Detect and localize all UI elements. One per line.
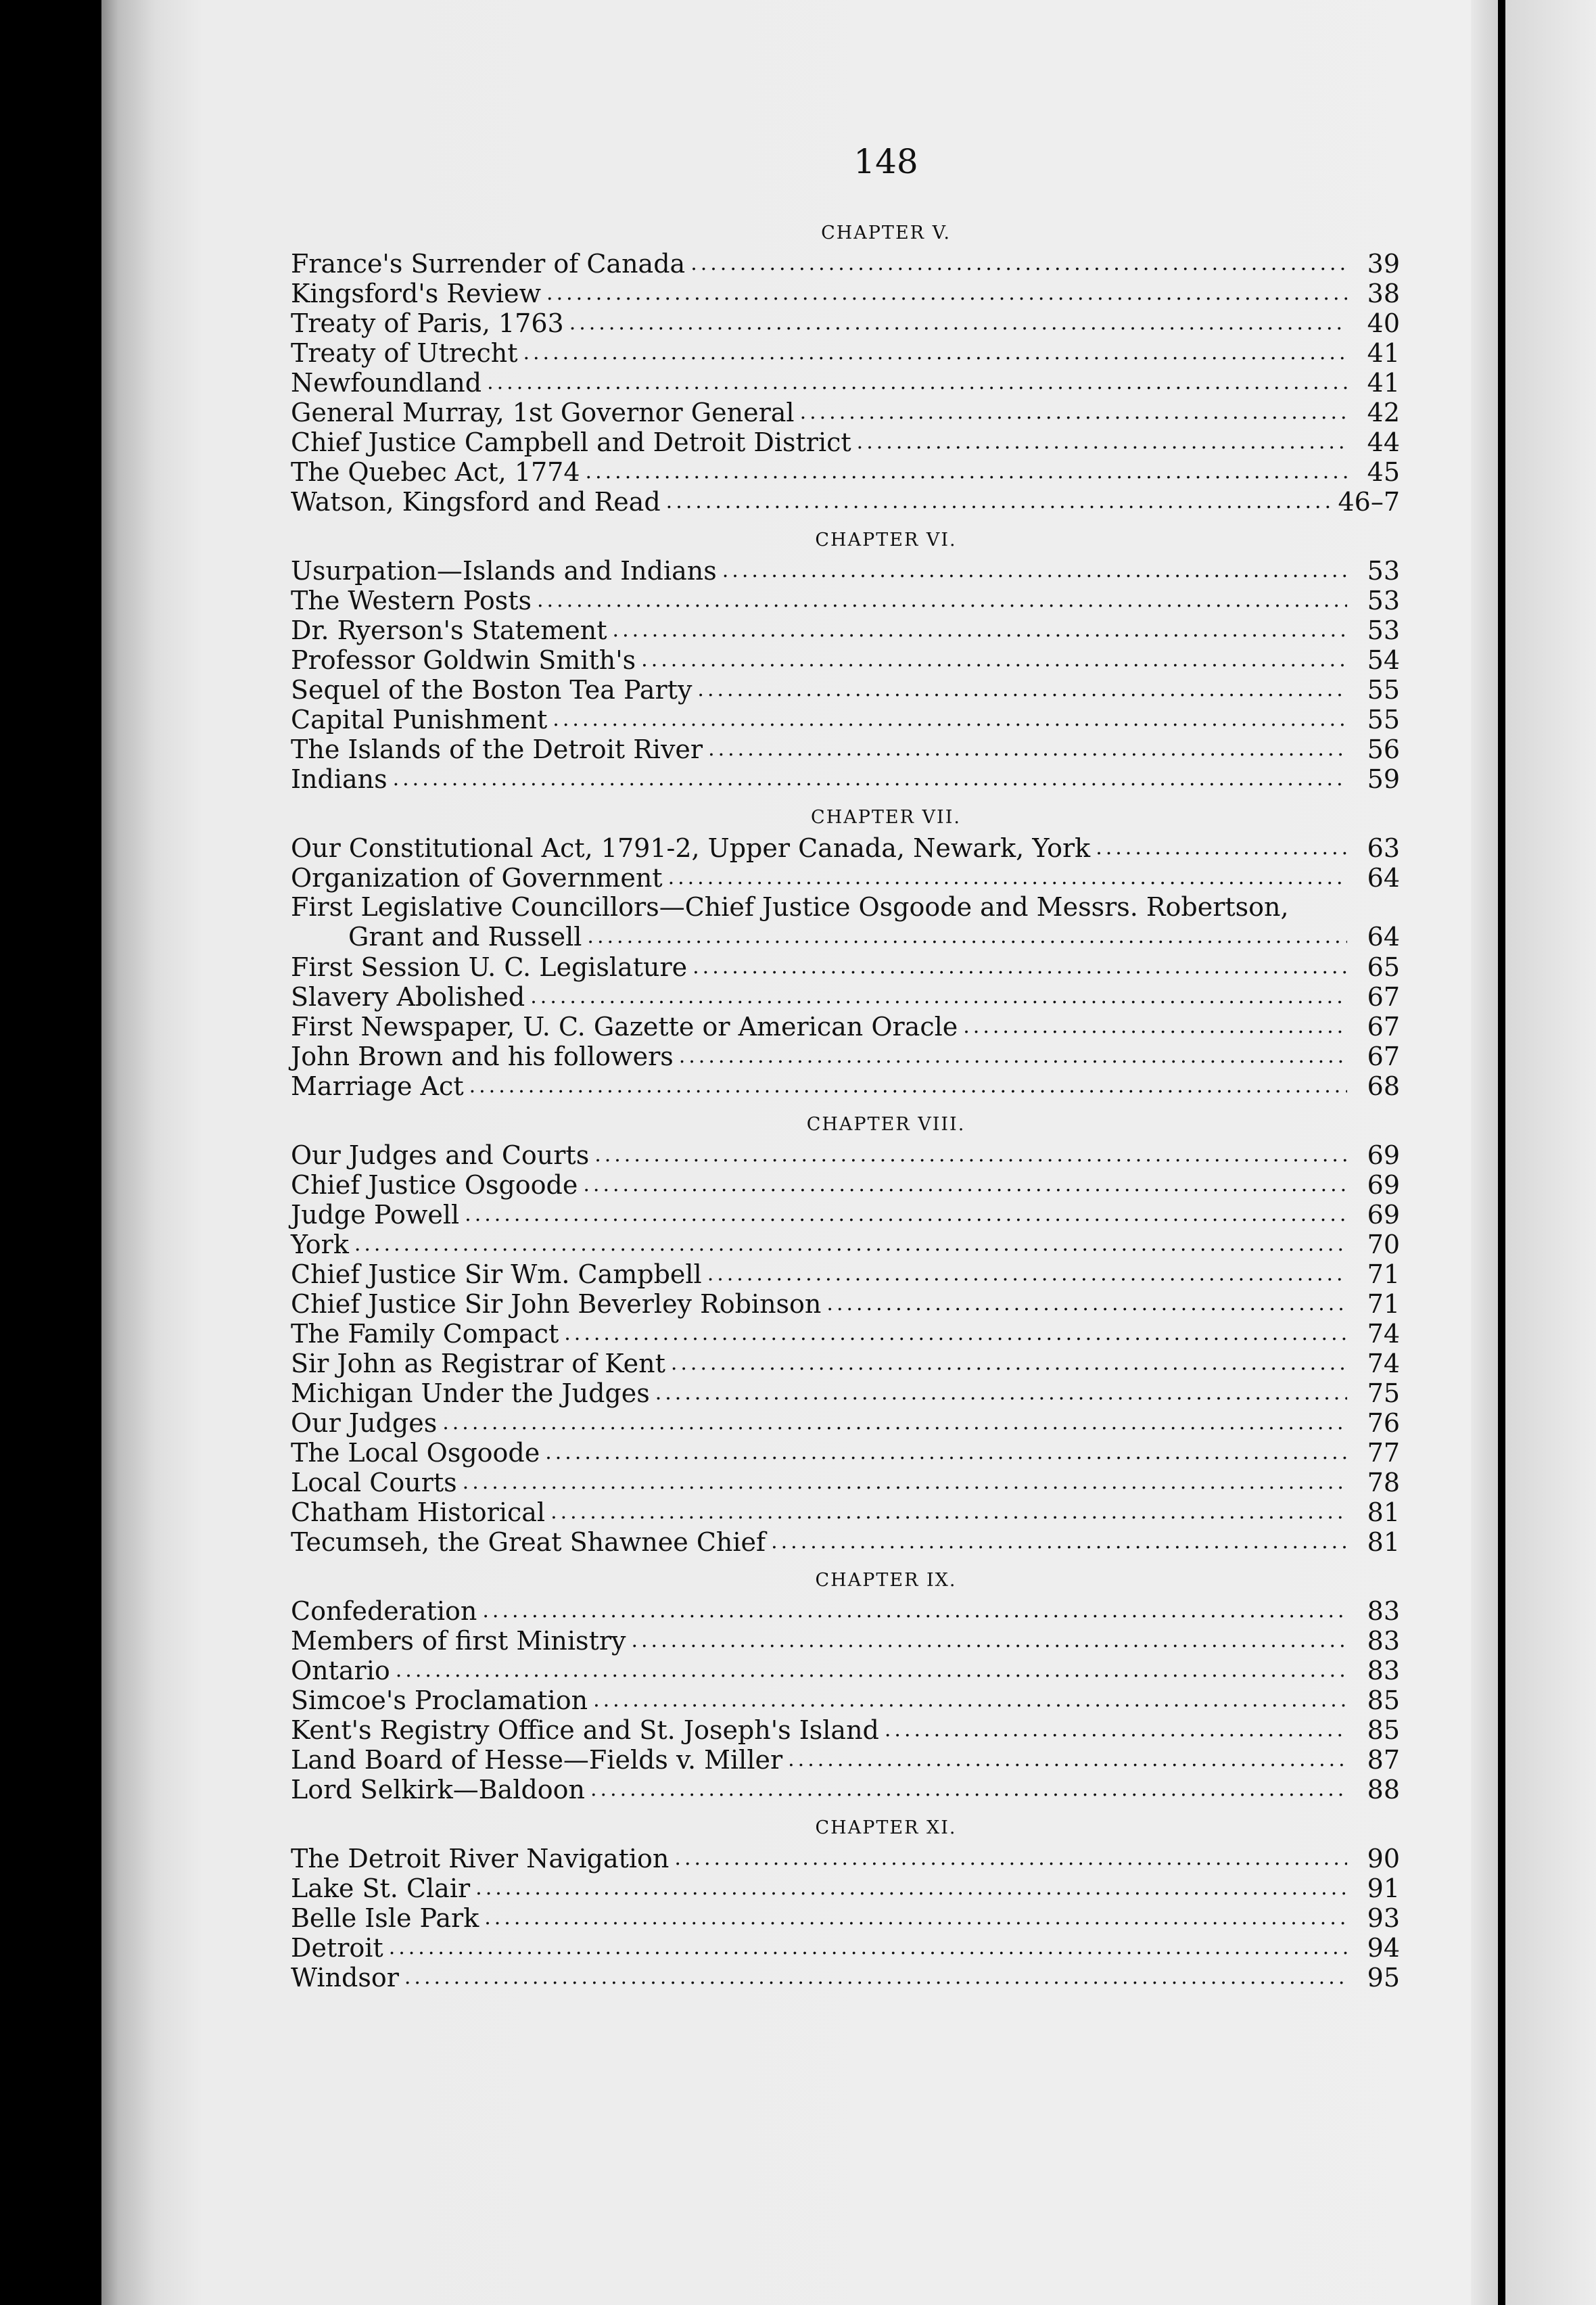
entry-title: Professor Goldwin Smith's [291,645,636,675]
leader-dots [885,1716,1347,1744]
toc-entry [291,427,1400,457]
entry-title: Lord Selkirk—Baldoon [291,1775,586,1805]
entry-title: Sequel of the Boston Tea Party [291,675,693,705]
entry-title: Michigan Under the Judges [291,1378,650,1408]
leader-dots [707,1260,1347,1288]
leader-dots [550,1498,1347,1527]
entry-page-number: 67 [1367,1042,1400,1071]
entry-title: Slavery Abolished [291,982,525,1012]
entry-page-number: 85 [1367,1715,1400,1745]
entry-page-number: 93 [1367,1903,1400,1933]
entry-page-number: 68 [1367,1071,1400,1101]
leader-dots [404,1963,1347,1992]
chapter-section [291,803,1400,1100]
toc-entry [291,1407,1400,1437]
toc-entry [291,1744,1400,1774]
entry-page-number: 69 [1367,1170,1400,1200]
chapter-title: CHAPTER IX. [815,1570,957,1591]
toc-entry [291,674,1400,704]
entry-title: Tecumseh, the Great Shawnee Chief [291,1527,766,1557]
toc-entry [291,1685,1400,1715]
leader-dots [469,1072,1347,1100]
entry-title: Indians [291,764,388,794]
chapter-title: CHAPTER VI. [815,530,957,551]
entry-page-number: 41 [1367,368,1400,398]
next-page-edge [1505,0,1596,2305]
entry-title: Chief Justice Sir Wm. Campbell [291,1259,702,1289]
entry-page-number: 64 [1367,922,1400,952]
entry-title: John Brown and his followers [291,1042,674,1071]
chapter-list [291,218,1400,1992]
toc-entry [291,1774,1400,1804]
entry-page-number: 87 [1367,1745,1400,1775]
toc-entry [291,1932,1400,1962]
entry-title: Chief Justice Osgoode [291,1170,578,1200]
entry-page-number: 65 [1367,952,1400,982]
chapter-title: CHAPTER VIII. [806,1114,966,1135]
entry-title: Judge Powell [291,1200,460,1230]
toc-entry [291,892,1400,952]
entry-title: Chief Justice Sir John Beverley Robinson [291,1289,822,1319]
leader-dots [679,1042,1347,1071]
toc-entry [291,555,1400,585]
toc-entry [291,585,1400,615]
entry-page-number: 81 [1367,1497,1400,1527]
entry-page-number: 63 [1367,833,1400,863]
chapter-section [291,1566,1400,1804]
leader-dots [354,1230,1347,1259]
entry-title: Our Judges and Courts [291,1140,590,1170]
toc-entry [291,1199,1400,1229]
leader-dots [465,1201,1347,1229]
entry-title: Our Judges [291,1408,438,1438]
entry-title: France's Surrender of Canada [291,249,686,279]
toc-entry [291,1140,1400,1169]
entry-page-number: 83 [1367,1626,1400,1656]
toc-entry [291,734,1400,764]
toc-entry [291,486,1400,516]
leader-dots [800,398,1347,427]
entry-title: Simcoe's Proclamation [291,1685,588,1715]
entry-title: The Quebec Act, 1774 [291,457,580,487]
leader-dots [396,1656,1347,1685]
toc-entry [291,1655,1400,1685]
leader-dots [697,676,1347,704]
entry-page-number: 67 [1367,1012,1400,1042]
entry-page-number: 81 [1367,1527,1400,1557]
entry-page-number: 53 [1367,556,1400,586]
entry-page-number: 64 [1367,863,1400,893]
toc-entry [291,1467,1400,1497]
toc-entry [291,1318,1400,1348]
entry-page-number: 77 [1367,1438,1400,1468]
toc-entry [291,615,1400,645]
leader-dots [1096,834,1347,862]
entry-title: York [291,1230,349,1259]
entry-title-continuation: Grant and Russell [348,922,582,952]
entry-page-number: 85 [1367,1685,1400,1715]
entry-title: First Newspaper, U. C. Gazette or American Oracle [291,1012,958,1042]
toc-entry [291,1903,1400,1932]
toc-entry [291,248,1400,278]
toc-entry [291,1259,1400,1288]
leader-dots [484,1904,1347,1932]
chapter-section [291,526,1400,793]
entry-page-number: 67 [1367,982,1400,1012]
toc-entry [291,1348,1400,1378]
toc-entry [291,278,1400,308]
chapter-title: CHAPTER VII. [811,807,961,828]
entry-page-number: 55 [1367,675,1400,705]
leader-dots [393,765,1347,793]
entry-page-number: 78 [1367,1468,1400,1497]
entry-page-number: 42 [1367,398,1400,427]
toc-entry [291,833,1400,862]
leader-dots [587,922,1347,952]
toc-entry [291,1288,1400,1318]
toc-entry [291,704,1400,734]
entry-page-number: 53 [1367,586,1400,615]
toc-entry [291,1041,1400,1071]
leader-dots [487,369,1347,397]
entry-title: General Murray, 1st Governor General [291,398,795,427]
entry-title: Chief Justice Campbell and Detroit District [291,427,851,457]
leader-dots [631,1627,1347,1655]
entry-page-number: 44 [1367,427,1400,457]
toc-entry [291,1962,1400,1992]
toc-entry [291,457,1400,486]
entry-page-number: 40 [1367,308,1400,338]
entry-page-number: 69 [1367,1200,1400,1230]
entry-page-number: 76 [1367,1408,1400,1438]
leader-dots [641,646,1347,674]
entry-title: Dr. Ryerson's Statement [291,615,607,645]
leader-dots [788,1746,1347,1774]
leader-dots [569,309,1347,337]
entry-title: First Session U. C. Legislature [291,952,688,982]
table-of-contents [291,142,1400,2001]
toc-entry [291,764,1400,793]
leader-dots [537,586,1347,615]
toc-entry [291,1378,1400,1407]
leader-dots [771,1528,1347,1556]
leader-dots [722,557,1347,585]
leader-dots [674,1844,1347,1873]
entry-title: The Family Compact [291,1319,559,1349]
entry-title: Kent's Registry Office and St. Joseph's Island [291,1715,879,1745]
chapter-section [291,1813,1400,1992]
entry-page-number: 56 [1367,735,1400,764]
leader-dots [523,339,1347,367]
entry-page-number: 74 [1367,1319,1400,1349]
entry-page-number: 95 [1367,1963,1400,1993]
entry-title: The Local Osgoode [291,1438,540,1468]
entry-title: Land Board of Hesse—Fields v. Miller [291,1745,783,1775]
toc-entry [291,1873,1400,1903]
toc-entry [291,1527,1400,1556]
entry-page-number: 83 [1367,1656,1400,1685]
entry-page-number: 38 [1367,279,1400,308]
entry-title: Chatham Historical [291,1497,546,1527]
leader-dots [668,864,1347,892]
leader-dots [482,1597,1347,1625]
entry-title: Detroit [291,1933,383,1963]
entry-page-number: 41 [1367,338,1400,368]
leader-dots [826,1290,1347,1318]
entry-title: Sir John as Registrar of Kent [291,1349,665,1378]
toc-entry [291,1715,1400,1744]
entry-title: Organization of Government [291,863,663,893]
entry-title: Belle Isle Park [291,1903,479,1933]
chapter-section [291,218,1400,516]
leader-dots [553,705,1347,734]
leader-dots [564,1320,1347,1348]
entry-page-number: 91 [1367,1873,1400,1903]
toc-entry [291,308,1400,337]
leader-dots [690,250,1347,278]
leader-dots [463,1468,1347,1497]
leader-dots [693,953,1347,981]
entry-title: Confederation [291,1596,477,1626]
leader-dots [671,1349,1347,1378]
entry-page-number: 88 [1367,1775,1400,1805]
toc-entry [291,981,1400,1011]
entry-page-number: 69 [1367,1140,1400,1170]
leader-dots [442,1409,1347,1437]
leader-dots [857,428,1347,457]
entry-page-number: 53 [1367,615,1400,645]
entry-page-number: 39 [1367,249,1400,279]
leader-dots [963,1012,1347,1041]
leader-dots [655,1379,1347,1407]
entry-title: The Islands of the Detroit River [291,735,703,764]
entry-title: Usurpation—Islands and Indians [291,556,717,586]
entry-page-number: 55 [1367,705,1400,735]
toc-entry [291,1437,1400,1467]
toc-entry [291,1011,1400,1041]
leader-dots [594,1141,1347,1169]
entry-page-number: 71 [1367,1259,1400,1289]
toc-entry [291,367,1400,397]
leader-dots [590,1775,1347,1804]
entry-title: Marriage Act [291,1071,464,1101]
entry-title: The Western Posts [291,586,532,615]
entry-page-number: 74 [1367,1349,1400,1378]
leader-dots [613,616,1347,645]
toc-entry [291,952,1400,981]
entry-title: Capital Punishment [291,705,548,735]
leader-dots [546,279,1347,308]
chapter-title: CHAPTER V. [821,223,951,243]
entry-page-number: 94 [1367,1933,1400,1963]
entry-title: Watson, Kingsford and Read [291,487,661,517]
leader-dots [593,1686,1347,1715]
entry-title: Windsor [291,1963,399,1993]
leader-dots [666,488,1333,516]
entry-title: Members of first Ministry [291,1626,626,1656]
leader-dots [583,1171,1347,1199]
toc-entry [291,1625,1400,1655]
toc-entry [291,1497,1400,1527]
toc-entry [291,337,1400,367]
entry-page-number: 71 [1367,1289,1400,1319]
entry-page-number: 90 [1367,1844,1400,1873]
leader-dots [545,1439,1347,1467]
entry-title: Treaty of Utrecht [291,338,518,368]
entry-page-number: 54 [1367,645,1400,675]
entry-title: Newfoundland [291,368,482,398]
page-number: 148 [853,142,918,181]
toc-entry [291,1071,1400,1100]
chapter-title: CHAPTER XI. [815,1817,957,1838]
toc-entry [291,1596,1400,1625]
entry-title: Kingsford's Review [291,279,542,308]
leader-dots [389,1934,1347,1962]
toc-entry [291,1169,1400,1199]
entry-page-number: 75 [1367,1378,1400,1408]
toc-entry [291,862,1400,892]
chapter-section [291,1110,1400,1556]
toc-entry [291,1229,1400,1259]
entry-page-number: 83 [1367,1596,1400,1626]
entry-title: Treaty of Paris, 1763 [291,308,564,338]
leader-dots [530,983,1347,1011]
entry-title: Local Courts [291,1468,457,1497]
toc-entry [291,397,1400,427]
leader-dots [708,735,1347,764]
toc-entry [291,1843,1400,1873]
entry-title: Lake St. Clair [291,1873,471,1903]
entry-title: First Legislative Councillors—Chief Justice Osgoode and Messrs. Robertson, [291,892,1289,922]
toc-entry [291,645,1400,674]
entry-title: Our Constitutional Act, 1791-2, Upper Canada, Newark, York [291,833,1091,863]
leader-dots [586,458,1347,486]
entry-continuation-row [291,922,1400,952]
entry-title: The Detroit River Navigation [291,1844,670,1873]
entry-page-number: 45 [1367,457,1400,487]
entry-page-number: 70 [1367,1230,1400,1259]
entry-page-number: 46–7 [1338,487,1400,517]
entry-title: Ontario [291,1656,390,1685]
leader-dots [475,1874,1347,1903]
entry-page-number: 59 [1367,764,1400,794]
